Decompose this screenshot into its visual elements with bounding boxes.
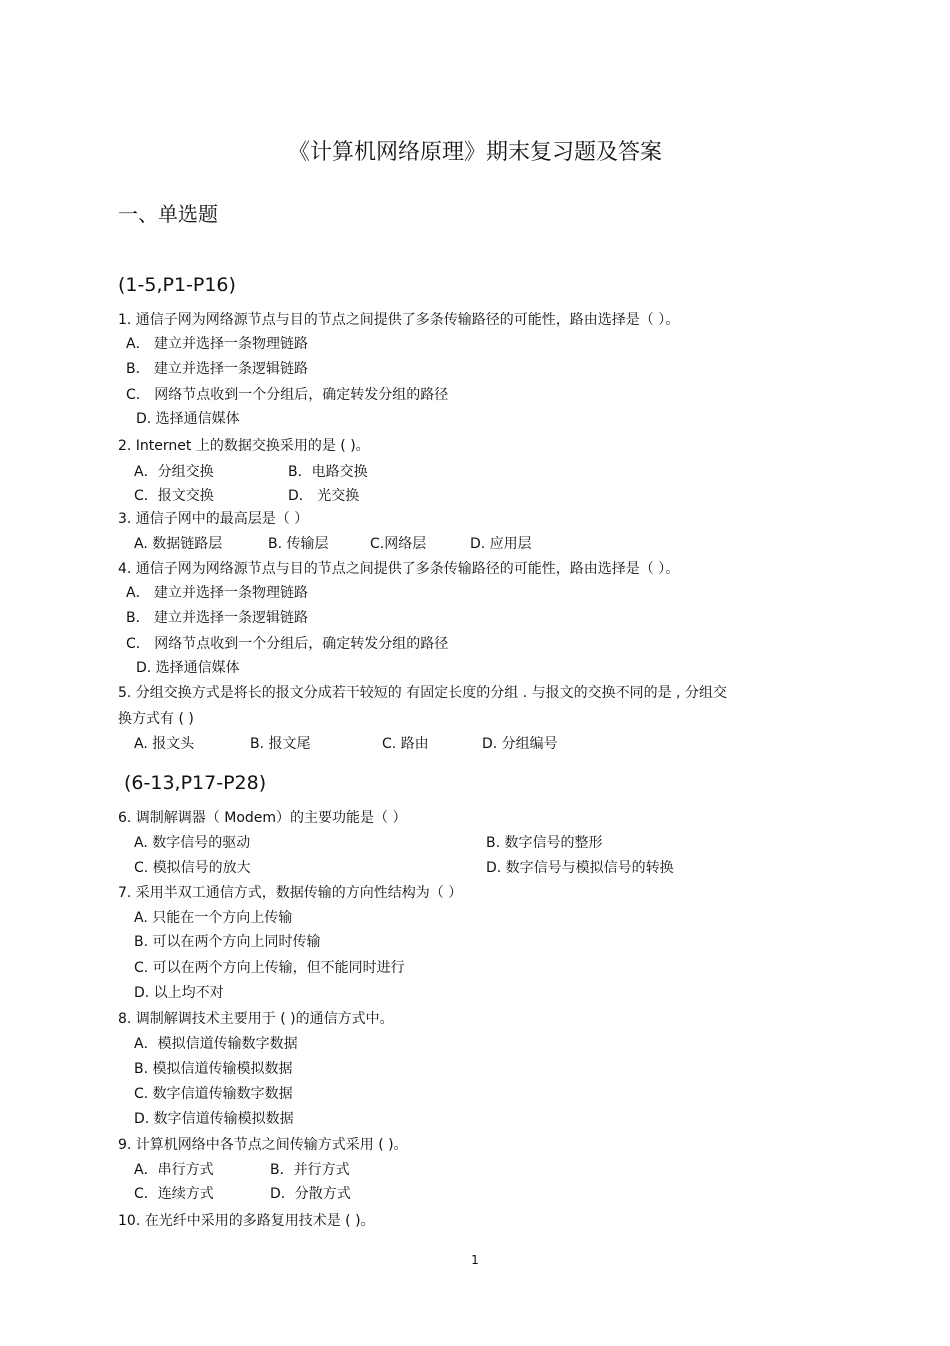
question-8-option-b: B. 模拟信道传输模拟数据 bbox=[134, 1061, 293, 1077]
question-9-option-c: C．连续方式 bbox=[134, 1186, 214, 1202]
question-2-option-c: C．报文交换 bbox=[134, 488, 214, 504]
question-6-option-c: C. 模拟信号的放大 bbox=[134, 860, 251, 876]
question-3-option-a: A. 数据链路层 bbox=[134, 536, 223, 552]
question-9-stem: 9. 计算机网络中各节点之间传输方式采用 ( )。 bbox=[118, 1137, 408, 1153]
question-7-option-b: B. 可以在两个方向上同时传输 bbox=[134, 934, 321, 950]
question-7-option-d: D. 以上均不对 bbox=[134, 985, 224, 1001]
range-heading-1: (1-5,P1-P16) bbox=[118, 274, 236, 296]
question-10-stem: 10. 在光纤中采用的多路复用技术是 ( )。 bbox=[118, 1213, 375, 1229]
question-6-option-a: A. 数字信号的驱动 bbox=[134, 835, 251, 851]
question-7-option-a: A. 只能在一个方向上传输 bbox=[134, 910, 293, 926]
question-5-stem-line-1: 5. 分组交换方式是将长的报文分成若干较短的 有固定长度的分组 . 与报文的交换不同的是 , 分组交 bbox=[118, 685, 727, 701]
question-8-stem: 8. 调制解调技术主要用于 ( )的通信方式中。 bbox=[118, 1011, 394, 1027]
question-4-option-c: C． 网络节点收到一个分组后，确定转发分组的路径 bbox=[126, 636, 449, 652]
section-heading: 一、单选题 bbox=[118, 202, 218, 226]
question-1-option-b: B． 建立并选择一条逻辑链路 bbox=[126, 361, 309, 377]
question-4-option-a: A． 建立并选择一条物理链路 bbox=[126, 585, 309, 601]
question-5-option-a: A. 报文头 bbox=[134, 736, 195, 752]
question-1-stem: 1. 通信子网为网络源节点与目的节点之间提供了多条传输路径的可能性，路由选择是（ ）。 bbox=[118, 312, 680, 328]
question-3-option-d: D. 应用层 bbox=[470, 536, 532, 552]
question-9-option-b: B．并行方式 bbox=[270, 1162, 350, 1178]
question-1-option-d: D. 选择通信媒体 bbox=[136, 411, 240, 427]
question-3-option-b: B. 传输层 bbox=[268, 536, 329, 552]
question-4-option-d: D. 选择通信媒体 bbox=[136, 660, 240, 676]
question-6-option-b: B. 数字信号的整形 bbox=[486, 835, 603, 851]
question-6-option-d: D. 数字信号与模拟信号的转换 bbox=[486, 860, 674, 876]
question-7-stem: 7. 采用半双工通信方式，数据传输的方向性结构为（ ） bbox=[118, 885, 463, 901]
question-8-option-c: C. 数字信道传输数字数据 bbox=[134, 1086, 293, 1102]
page-number: 1 bbox=[471, 1253, 479, 1267]
question-4-option-b: B． 建立并选择一条逻辑链路 bbox=[126, 610, 309, 626]
question-3-option-c: C.网络层 bbox=[370, 536, 427, 552]
question-5-option-c: C. 路由 bbox=[382, 736, 429, 752]
question-2-stem: 2. Internet 上的数据交换采用的是 ( )。 bbox=[118, 438, 370, 454]
question-6-stem: 6. 调制解调器（ Modem）的主要功能是（ ） bbox=[118, 810, 407, 826]
question-2-option-a: A．分组交换 bbox=[134, 464, 214, 480]
question-1-option-a: A． 建立并选择一条物理链路 bbox=[126, 336, 309, 352]
document-title: 《计算机网络原理》期末复习题及答案 bbox=[287, 140, 662, 165]
question-2-option-d: D． 光交换 bbox=[288, 488, 360, 504]
question-7-option-c: C. 可以在两个方向上传输，但不能同时进行 bbox=[134, 960, 405, 976]
question-9-option-d: D．分散方式 bbox=[270, 1186, 351, 1202]
question-5-option-b: B. 报文尾 bbox=[250, 736, 311, 752]
question-9-option-a: A．串行方式 bbox=[134, 1162, 214, 1178]
question-2-option-b: B．电路交换 bbox=[288, 464, 368, 480]
range-heading-2: (6-13,P17-P28) bbox=[124, 772, 267, 794]
question-1-option-c: C． 网络节点收到一个分组后，确定转发分组的路径 bbox=[126, 387, 449, 403]
question-8-option-a: A．模拟信道传输数字数据 bbox=[134, 1036, 298, 1052]
question-5-stem-line-2: 换方式有 ( ) bbox=[118, 711, 194, 727]
question-8-option-d: D. 数字信道传输模拟数据 bbox=[134, 1111, 294, 1127]
question-4-stem: 4. 通信子网为网络源节点与目的节点之间提供了多条传输路径的可能性，路由选择是（ ）。 bbox=[118, 561, 680, 577]
question-3-stem: 3. 通信子网中的最高层是（ ） bbox=[118, 511, 309, 527]
question-5-option-d: D. 分组编号 bbox=[482, 736, 558, 752]
